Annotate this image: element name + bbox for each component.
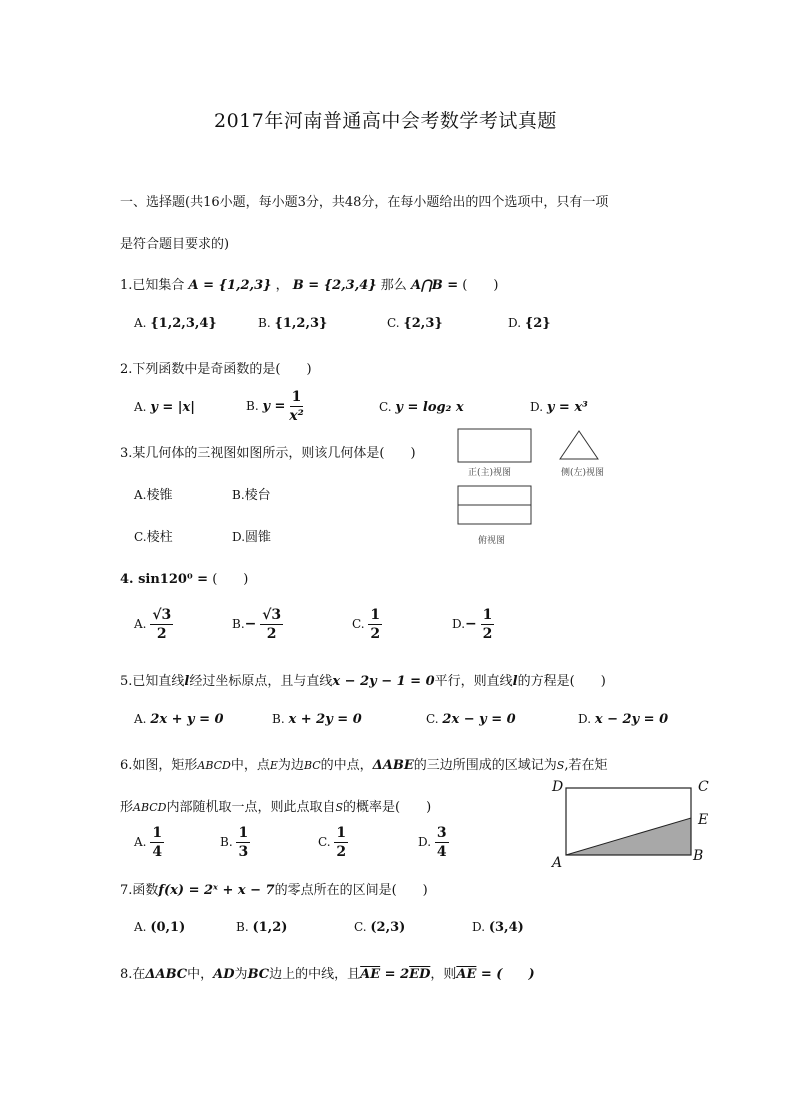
option-sign: − xyxy=(465,616,477,632)
q5-option-c xyxy=(426,712,516,727)
q5-mid2: 平行，则直线 xyxy=(434,674,513,689)
q6-text: 的中点， xyxy=(320,758,373,773)
section-instructions-line1: 一、选择题(共16小题，每小题3分，共48分，在每小题给出的四个选项中，只有一项 xyxy=(120,195,609,210)
fraction-denominator: 4 xyxy=(436,844,447,860)
q8-equals-two: = 2 xyxy=(380,967,410,982)
option-letter: D. xyxy=(452,617,466,631)
q2-option-c xyxy=(379,400,464,415)
q6-point-e: E xyxy=(269,759,278,772)
q4-answer-paren: ( ) xyxy=(212,572,249,587)
q6-region-s: S xyxy=(335,801,344,814)
q5-mid1: 经过坐标原点，且与直线 xyxy=(189,674,333,689)
option-value: (2,3) xyxy=(370,920,406,935)
option-letter: C. xyxy=(318,835,331,849)
fraction-denominator: 2 xyxy=(156,626,167,642)
question-6-line2 xyxy=(120,796,431,815)
option-value: y = log₂ x xyxy=(395,400,464,415)
question-1 xyxy=(120,274,498,293)
option-letter: A. xyxy=(134,835,147,849)
point-label-e: E xyxy=(698,812,709,828)
fraction-numerator: 1 xyxy=(291,389,302,405)
option-letter: B. xyxy=(236,920,249,934)
point-label-b: B xyxy=(693,848,704,864)
fraction-denominator: 2 xyxy=(482,626,493,642)
q8-side-bc: BC xyxy=(247,967,270,982)
option-value: {1,2,3} xyxy=(274,316,328,331)
question-3: 3.某几何体的三视图如图所示，则该几何体是( ) xyxy=(120,446,416,461)
q7-option-c xyxy=(354,920,405,935)
point-label-c: C xyxy=(698,779,709,795)
option-letter: A. xyxy=(134,488,147,502)
q1-expression: A⋂B = xyxy=(410,278,459,293)
option-value: (0,1) xyxy=(150,920,186,935)
q7-option-b xyxy=(236,920,287,935)
option-letter: A. xyxy=(134,316,147,330)
fraction-numerator: 1 xyxy=(336,825,347,841)
q5-option-d xyxy=(578,712,668,727)
fraction-denominator: 3 xyxy=(238,844,249,860)
q7-suffix: 的零点所在的区间是( ) xyxy=(274,883,428,898)
option-letter: C. xyxy=(354,920,367,934)
q1-answer-paren: ( ) xyxy=(462,278,499,293)
q8-suffix: = ( ) xyxy=(476,967,535,982)
q6-rect-name: ABCD xyxy=(133,801,167,814)
fraction-numerator: 1 xyxy=(238,825,249,841)
option-value: 棱台 xyxy=(244,488,271,503)
option-letter: C. xyxy=(426,712,439,726)
q6-text: 形 xyxy=(120,800,134,815)
fraction-numerator: 1 xyxy=(152,825,163,841)
q8-text: 为 xyxy=(234,967,248,982)
q6-prefix: 6.如图，矩形 xyxy=(120,758,198,773)
option-value: x + 2y = 0 xyxy=(288,712,362,727)
q6-text: 的概率是( ) xyxy=(343,800,432,815)
question-7 xyxy=(120,879,428,898)
q6-text: 内部随机取一点，则此点取自 xyxy=(166,800,336,815)
option-value: 圆锥 xyxy=(245,530,272,545)
fraction-denominator: x² xyxy=(289,408,304,424)
q7-option-a xyxy=(134,920,185,935)
option-letter: B. xyxy=(272,712,285,726)
q8-triangle: ΔABC xyxy=(145,967,188,982)
option-letter: B. xyxy=(258,316,271,330)
q1-prefix: 1.已知集合 xyxy=(120,278,185,293)
q1-set-b: B = {2,3,4} xyxy=(292,278,377,293)
q1-set-a: A = {1,2,3} xyxy=(188,278,272,293)
option-letter: B. xyxy=(220,835,233,849)
q6-option-c xyxy=(318,826,348,859)
q6-option-d xyxy=(418,826,449,859)
q8-vector-ae-query: $\overline{AE}$ xyxy=(456,967,477,982)
side-view-label: 侧(左)视图 xyxy=(561,468,605,478)
option-value: y = |x| xyxy=(150,400,196,415)
three-view-figure xyxy=(455,424,625,549)
q2-option-b xyxy=(246,390,304,423)
rectangle-abcd-figure xyxy=(560,780,710,880)
q3-option-c xyxy=(134,526,173,545)
option-letter: D. xyxy=(578,712,592,726)
q5-prefix: 5.已知直线 xyxy=(120,674,185,689)
q5-given-line: x − 2y − 1 = 0 xyxy=(332,674,435,689)
option-letter: C. xyxy=(379,400,392,414)
fraction-numerator: 3 xyxy=(436,825,447,841)
option-value: 2x + y = 0 xyxy=(150,712,224,727)
option-letter: C. xyxy=(134,530,147,544)
option-value: {1,2,3,4} xyxy=(150,316,217,331)
option-value: y = x³ xyxy=(546,400,588,415)
fraction-denominator: 2 xyxy=(336,844,347,860)
q4-option-b xyxy=(232,608,283,641)
top-view-label: 俯视图 xyxy=(478,536,506,546)
front-view-rectangle xyxy=(458,429,531,462)
q6-side-bc: BC xyxy=(303,759,321,772)
q1-option-a xyxy=(134,316,217,331)
option-letter: D. xyxy=(530,400,544,414)
question-2: 2.下列函数中是奇函数的是( ) xyxy=(120,362,312,377)
q5-line-l: l xyxy=(184,674,190,689)
option-sign: − xyxy=(244,616,257,632)
fraction-numerator: √3 xyxy=(262,607,282,623)
question-6-line1 xyxy=(120,754,607,773)
option-letter: A. xyxy=(134,712,147,726)
option-value: (1,2) xyxy=(252,920,288,935)
option-letter: D. xyxy=(232,530,246,544)
q4-option-c xyxy=(352,608,382,641)
point-label-a: A xyxy=(552,855,563,871)
side-view-triangle xyxy=(560,431,598,459)
option-letter: A. xyxy=(134,920,147,934)
question-4 xyxy=(120,568,248,587)
q8-median-ad: AD xyxy=(213,967,235,982)
option-letter: D. xyxy=(508,316,522,330)
q3-option-d xyxy=(232,526,271,545)
q8-vector-ae: $\overline{AE}$ xyxy=(360,967,381,982)
fraction-denominator: 4 xyxy=(152,844,163,860)
q4-option-d xyxy=(452,608,494,641)
q6-text: ,若在矩 xyxy=(564,758,608,773)
option-letter: C. xyxy=(352,617,365,631)
q1-option-c xyxy=(387,316,443,331)
q3-option-b xyxy=(232,484,271,503)
q8-text: 中， xyxy=(187,967,214,982)
q7-function: f(x) = 2ˣ + x − 7 xyxy=(158,883,275,898)
q7-prefix: 7.函数 xyxy=(120,883,159,898)
q1-comma: ， xyxy=(275,278,289,293)
fraction-denominator: 2 xyxy=(370,626,381,642)
fraction-numerator: √3 xyxy=(152,607,172,623)
q8-prefix: 8.在 xyxy=(120,967,146,982)
question-8 xyxy=(120,963,535,982)
front-view-label: 正(主)视图 xyxy=(468,468,512,478)
point-label-d: D xyxy=(552,779,564,795)
q6-text: 中，点 xyxy=(230,758,270,773)
option-value: 棱柱 xyxy=(146,530,173,545)
q5-option-a xyxy=(134,712,224,727)
q6-option-b xyxy=(220,826,250,859)
q5-line-l-2: l xyxy=(512,674,518,689)
q8-vector-ed: $\overline{ED}$ xyxy=(409,967,431,982)
q1-option-b xyxy=(258,316,327,331)
option-value: {2} xyxy=(524,316,551,331)
q5-suffix: 的方程是( ) xyxy=(517,674,606,689)
q2-option-d xyxy=(530,400,588,415)
q1-mid: 那么 xyxy=(380,278,407,293)
fraction-numerator: 1 xyxy=(370,607,381,623)
option-value: 2x − y = 0 xyxy=(442,712,516,727)
option-value: (3,4) xyxy=(488,920,524,935)
q6-text: 的三边所围成的区域记为 xyxy=(413,758,557,773)
option-letter: B. xyxy=(232,617,245,631)
section-instructions-line2: 是符合题目要求的) xyxy=(120,237,230,252)
q1-option-d xyxy=(508,316,551,331)
option-letter: A. xyxy=(134,617,147,631)
option-letter: D. xyxy=(418,835,432,849)
q2-option-a xyxy=(134,400,195,415)
option-value: {2,3} xyxy=(403,316,443,331)
q4-option-a xyxy=(134,608,173,641)
triangle-abe-shaded xyxy=(566,818,691,855)
option-lhs: y = xyxy=(262,399,286,414)
page-title: 2017年河南普通高中会考数学考试真题 xyxy=(214,110,557,132)
q3-option-a xyxy=(134,484,173,503)
option-letter: D. xyxy=(472,920,486,934)
option-value: 棱锥 xyxy=(146,488,173,503)
q6-rect-name: ABCD xyxy=(197,759,231,772)
q6-text: 为边 xyxy=(277,758,304,773)
option-letter: B. xyxy=(246,399,259,413)
q6-region-s: S xyxy=(556,759,565,772)
option-letter: C. xyxy=(387,316,400,330)
fraction-denominator: 2 xyxy=(266,626,277,642)
option-letter: A. xyxy=(134,400,147,414)
option-letter: B. xyxy=(232,488,245,502)
fraction-numerator: 1 xyxy=(482,607,493,623)
option-value: x − 2y = 0 xyxy=(594,712,669,727)
q6-triangle: ΔABE xyxy=(372,758,414,773)
q5-option-b xyxy=(272,712,362,727)
q8-text: ，则 xyxy=(430,967,457,982)
q8-text: 边上的中线，且 xyxy=(269,967,361,982)
q6-option-a xyxy=(134,826,164,859)
question-5 xyxy=(120,670,606,689)
q7-option-d xyxy=(472,920,524,935)
q4-expression: 4. sin120⁰ = xyxy=(120,572,209,587)
